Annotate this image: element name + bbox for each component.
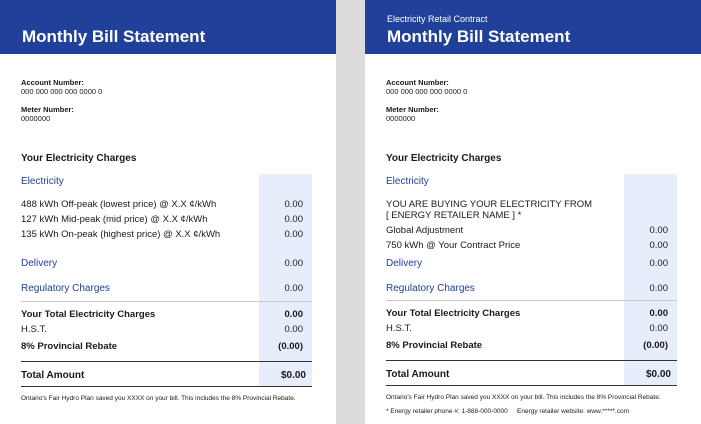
- page-header: [0, 0, 336, 54]
- charge-line-amount: 0.00: [284, 214, 303, 225]
- charge-line-amount: 0.00: [284, 199, 303, 210]
- meter-number-label: Meter Number:: [21, 105, 74, 114]
- retailer-notice-line2: [ ENERGY RETAILER NAME ] *: [386, 210, 522, 221]
- retailer-phone: * Energy retailer phone #: 1-888-000-0000: [386, 408, 508, 415]
- retailer-notice-line1: YOU ARE BUYING YOUR ELECTRICITY FROM: [386, 199, 593, 210]
- total-charges-amount: 0.00: [649, 308, 668, 319]
- contract-price-amount: 0.00: [649, 240, 668, 251]
- rebate-label: 8% Provincial Rebate: [21, 341, 118, 352]
- hst-amount: 0.00: [649, 323, 668, 334]
- hst-amount: 0.00: [284, 324, 303, 335]
- total-amount-label: Total Amount: [386, 369, 450, 380]
- page-title: Monthly Bill Statement: [22, 27, 206, 46]
- total-charges-label: Your Total Electricity Charges: [386, 308, 521, 319]
- page-title: Monthly Bill Statement: [387, 27, 571, 46]
- global-adjustment-label: Global Adjustment: [386, 225, 464, 236]
- global-adjustment-amount: 0.00: [649, 225, 668, 236]
- total-amount-value: $0.00: [645, 369, 671, 380]
- charge-line-amount: 0.00: [284, 229, 303, 240]
- regulatory-label: Regulatory Charges: [21, 283, 110, 294]
- rebate-label: 8% Provincial Rebate: [386, 340, 483, 351]
- hst-label: H.S.T.: [386, 323, 412, 334]
- meter-number-label: Meter Number:: [386, 105, 439, 114]
- regulatory-amount: 0.00: [649, 283, 668, 294]
- delivery-amount: 0.00: [649, 258, 668, 269]
- divider: [386, 385, 677, 386]
- rebate-amount: (0.00): [643, 340, 668, 351]
- page-subtitle: Electricity Retail Contract: [387, 14, 488, 24]
- account-number-label: Account Number:: [21, 78, 84, 87]
- charge-line-label: 135 kWh On-peak (highest price) @ X.X ¢/kWh: [21, 229, 221, 240]
- total-amount-label: Total Amount: [21, 370, 85, 381]
- charge-line-label: 488 kWh Off-peak (lowest price) @ X.X ¢/kWh: [21, 199, 217, 210]
- bill-page-standard: [0, 0, 336, 424]
- section-title: Your Electricity Charges: [21, 153, 137, 164]
- charge-line-label: 127 kWh Mid-peak (mid price) @ X.X ¢/kWh: [21, 214, 208, 225]
- contract-price-label: 750 kWh @ Your Contract Price: [386, 240, 521, 251]
- rebate-amount: (0.00): [278, 341, 303, 352]
- electricity-heading: Electricity: [21, 176, 64, 187]
- hst-label: H.S.T.: [21, 324, 47, 335]
- regulatory-label: Regulatory Charges: [386, 283, 475, 294]
- footnote: Ontario's Fair Hydro Plan saved you XXXX on your bill. This includes the 8% Provincial Rebate.: [386, 394, 661, 401]
- total-charges-amount: 0.00: [284, 309, 303, 320]
- total-amount-value: $0.00: [280, 370, 306, 381]
- bill-page-retail-contract: [365, 0, 701, 424]
- account-number-label: Account Number:: [386, 78, 449, 87]
- total-charges-label: Your Total Electricity Charges: [21, 309, 156, 320]
- regulatory-amount: 0.00: [284, 283, 303, 294]
- section-title: Your Electricity Charges: [386, 153, 502, 164]
- divider: [21, 386, 312, 387]
- electricity-heading: Electricity: [386, 176, 429, 187]
- divider: [386, 360, 677, 361]
- divider: [21, 361, 312, 362]
- delivery-amount: 0.00: [284, 258, 303, 269]
- footnote: Ontario's Fair Hydro Plan saved you XXXX on your bill. This includes the 8% Provincial Rebate.: [21, 395, 296, 402]
- divider: [21, 301, 312, 302]
- account-number-value: 000 000 000 000 0000 0: [21, 87, 103, 96]
- meter-number-value: 0000000: [21, 114, 51, 123]
- retailer-website: Energy retailer website: www.*****.com: [517, 408, 629, 415]
- delivery-label: Delivery: [21, 258, 58, 269]
- meter-number-value: 0000000: [386, 114, 416, 123]
- page-header: [365, 0, 701, 54]
- divider: [386, 300, 677, 301]
- account-number-value: 000 000 000 000 0000 0: [386, 87, 468, 96]
- amount-column-shading: [624, 174, 677, 386]
- delivery-label: Delivery: [386, 258, 423, 269]
